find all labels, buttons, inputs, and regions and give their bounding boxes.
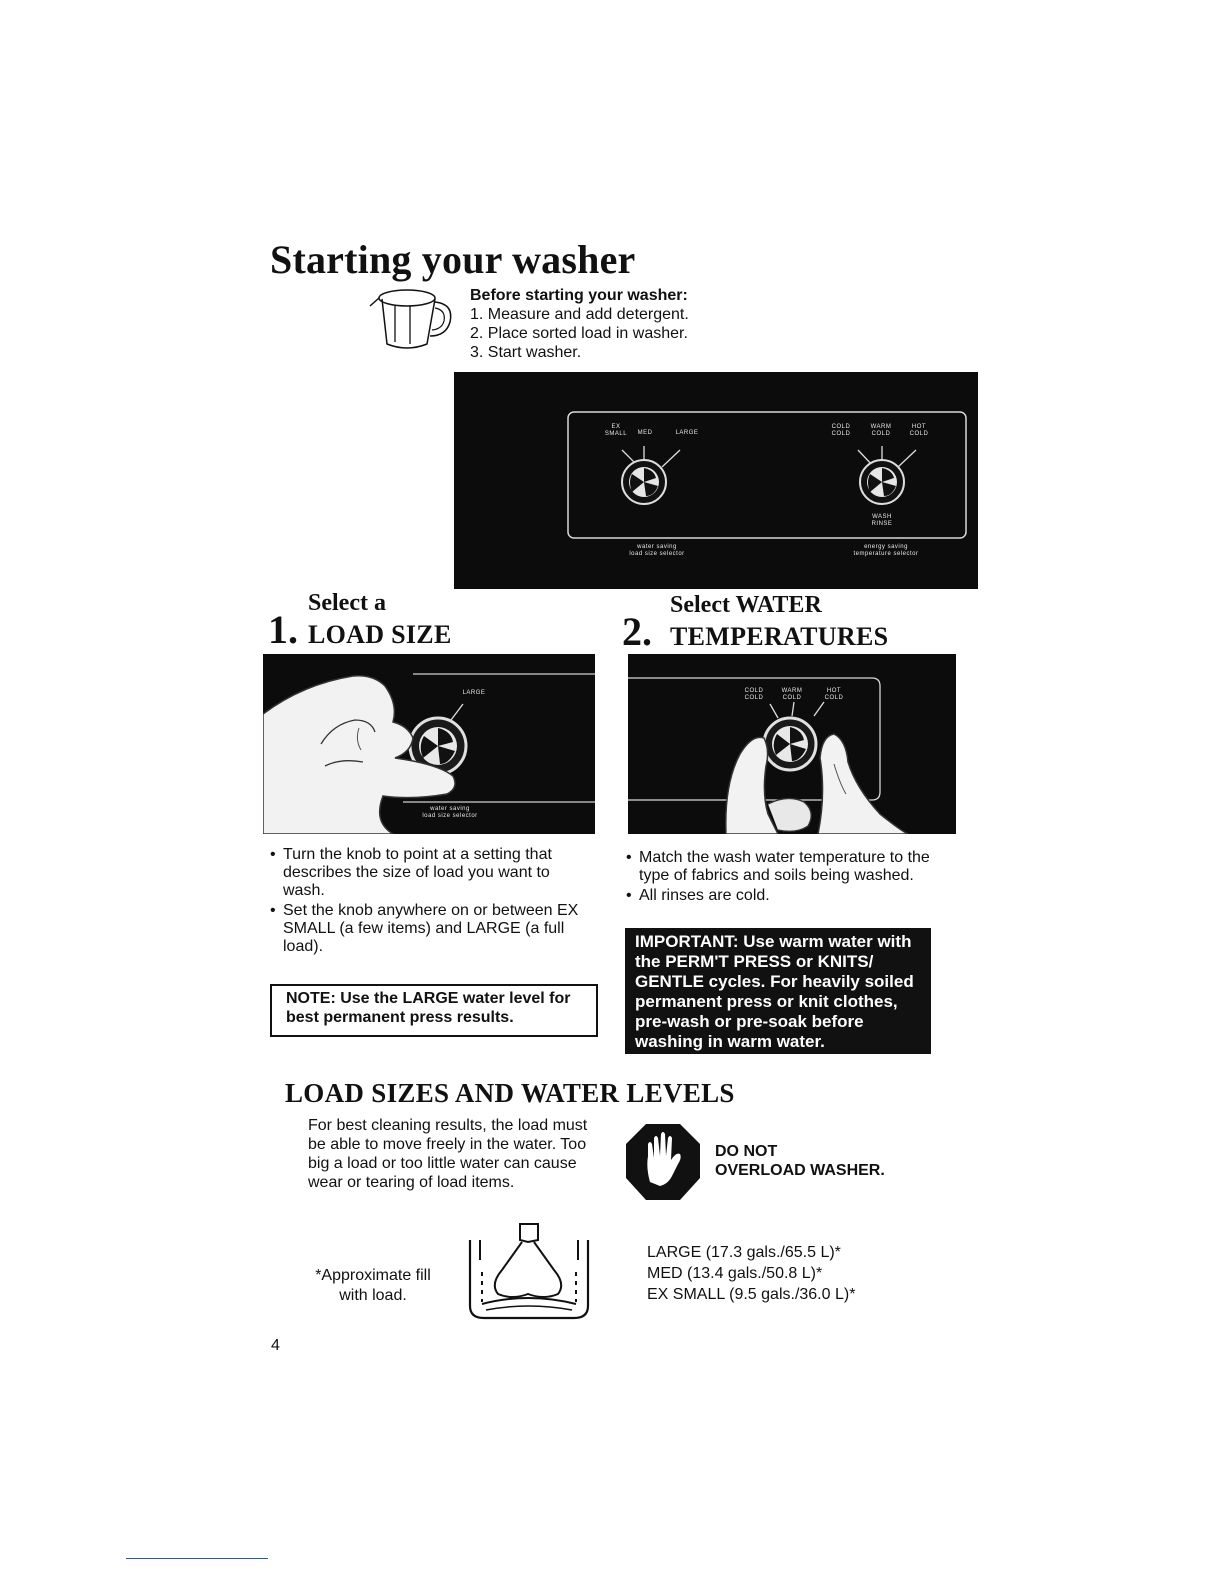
warning-line-2: OVERLOAD WASHER. (715, 1162, 885, 1179)
step1-bullet-2: • Set the knob anywhere on or between EX SMALL (a few items) and LARGE (a full load). (270, 902, 590, 956)
panel-warm-cold-label: WARM COLD (870, 424, 892, 437)
approximate-fill-note: *Approximate fill with load. (315, 1267, 431, 1304)
panel-med-label: MED (637, 430, 653, 436)
important-box: IMPORTANT: Use warm water with the PERM'T PRESS or KNITS/ GENTLE cycles. For heavily soiled permanent press or knit clothes, pre-wash or pre-soak before washing in warm water. (625, 928, 931, 1054)
before-step-2: 2. Place sorted load in washer. (470, 325, 688, 342)
photo-temp-hot-cold-label: HOT COLD (824, 688, 844, 701)
measuring-cup-icon (362, 284, 462, 354)
panel-large-label: LARGE (675, 430, 699, 436)
warning-line-1: DO NOT (715, 1143, 778, 1160)
step1-select-label: Select a (308, 590, 386, 616)
panel-rinse-label: RINSE (871, 521, 893, 527)
photo-load-caption-1: water saving (430, 806, 470, 812)
footer-rule (126, 1558, 268, 1559)
step1-title: LOAD SIZE (308, 620, 452, 649)
before-starting-steps (470, 286, 689, 362)
step2-select-label: Select WATER (670, 592, 822, 618)
step2-number: 2. (622, 609, 652, 654)
level-med (647, 1263, 855, 1284)
temperature-photo (628, 654, 956, 834)
step2-title: TEMPERATURES (670, 622, 889, 651)
photo-load-caption (405, 806, 495, 820)
before-starting-heading: Before starting your washer: (470, 287, 688, 304)
control-panel-graphic (454, 372, 978, 589)
panel-ex-small-label: EX SMALL (604, 424, 628, 437)
overload-warning (715, 1142, 885, 1180)
step2-bullets (626, 849, 956, 907)
before-step-3: 3. Start washer. (470, 344, 582, 361)
photo-temp-warm-cold-label: WARM COLD (781, 688, 803, 701)
step1-number: 1. (268, 607, 298, 652)
panel-hot-cold-label: HOT COLD (909, 424, 929, 437)
photo-load-caption-2: load size selector (422, 813, 478, 819)
panel-temp-caption-2: temperature selector (853, 551, 919, 557)
step1-bullet-1: • Turn the knob to point at a setting that describes the size of load you want to wash. (270, 846, 590, 900)
page-title: Starting your washer (270, 237, 636, 282)
photo-temp-cold-cold-label: COLD COLD (744, 688, 764, 701)
water-levels-list (647, 1242, 855, 1305)
level-large-amount: (17.3 gals./65.5 L)* (705, 1244, 841, 1261)
panel-cold-cold-label: COLD COLD (831, 424, 851, 437)
level-med-amount: (13.4 gals./50.8 L)* (687, 1265, 823, 1282)
step2-bullet-2: • All rinses are cold. (626, 887, 956, 905)
panel-wash-label: WASH (872, 514, 892, 520)
page-number: 4 (271, 1337, 280, 1354)
level-ex-small-size: EX SMALL (647, 1286, 725, 1303)
panel-load-caption-2: load size selector (629, 551, 685, 557)
load-sizes-heading: LOAD SIZES AND WATER LEVELS (285, 1078, 735, 1108)
panel-load-caption-1: water saving (637, 544, 677, 550)
washer-tub-icon (462, 1222, 596, 1322)
step1-bullets (270, 846, 590, 958)
level-ex-small-amount: (9.5 gals./36.0 L)* (729, 1286, 856, 1303)
stop-hand-icon (624, 1122, 702, 1202)
before-step-1: 1. Measure and add detergent. (470, 306, 689, 323)
panel-load-caption (602, 544, 712, 558)
level-large-size: LARGE (647, 1244, 702, 1261)
note-box: NOTE: Use the LARGE water level for best permanent press results. (270, 984, 598, 1037)
panel-temp-caption-1: energy saving (864, 544, 908, 550)
photo-load-large-label: LARGE (462, 690, 486, 696)
level-large (647, 1242, 855, 1263)
load-sizes-intro: For best cleaning results, the load must be able to move freely in the water. Too big a load or too little water can cause wear or tearing of load items. (308, 1117, 588, 1191)
panel-wash-rinse-label (870, 514, 894, 528)
step2-bullet-1: • Match the wash water temperature to the type of fabrics and soils being washed. (626, 849, 956, 885)
level-ex-small (647, 1284, 855, 1305)
level-med-size: MED (647, 1265, 683, 1282)
panel-temp-caption (826, 544, 946, 558)
load-size-photo (263, 654, 595, 834)
